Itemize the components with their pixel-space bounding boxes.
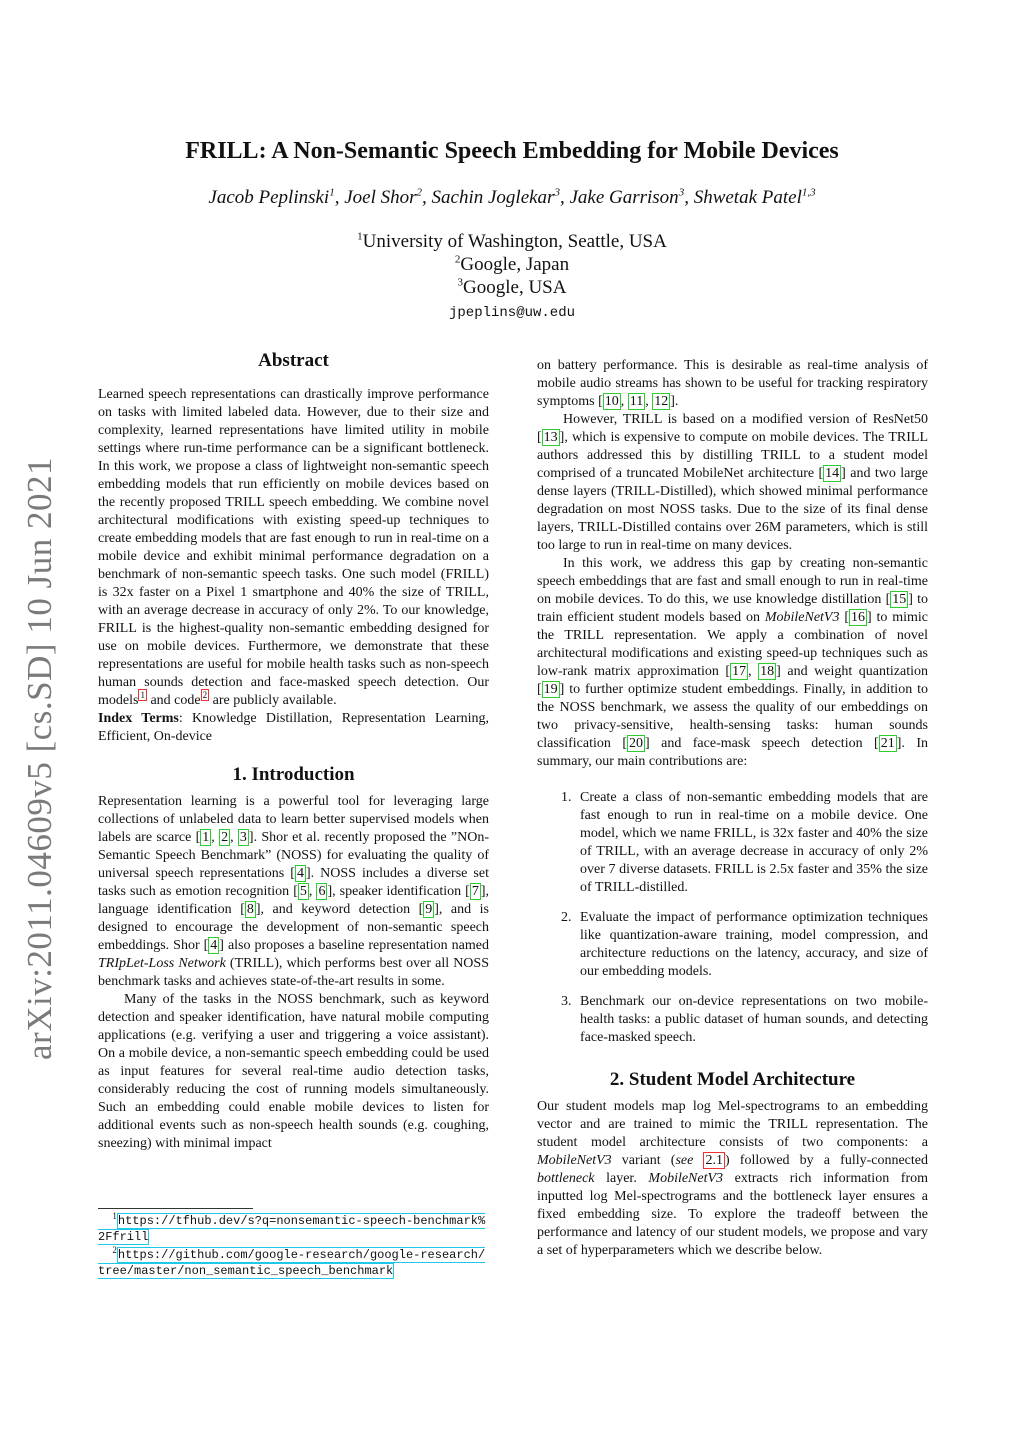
section-link[interactable]: 2.1	[705, 1153, 723, 1168]
affiliation: $^2$Google, Japan	[454, 253, 570, 275]
citation-link[interactable]: 15	[892, 592, 907, 607]
citation-link[interactable]: 4	[210, 938, 218, 953]
right-column	[537, 357, 928, 1260]
body-paragraph: However, TRILL is based on a modified version of ResNet50 [ 13 ], which is expensive to compute on mobile devices. The TRILL authors addressed this by distilling TRILL to a student model comprised of a truncated MobileNet architecture [ 14 ] and two large dense layers (TRILL-Distilled), which showed minimal performance degradation on most NOSS tasks. Due to the size of its final dense layers, TRILL-Distilled contains over 26M parameters, which is still too large to run in real-time on many devices.	[537, 412, 929, 553]
contributions-list	[537, 789, 928, 1047]
citation-link[interactable]: 11	[629, 394, 644, 409]
list-item: 3. Benchmark our on-device representations on two mobile-health tasks: a public dataset of human sounds, and detecting face-masked speech.	[561, 994, 928, 1045]
section-2-heading: 2. Student Model Architecture	[609, 1069, 856, 1090]
author-name: Shwetak Patel	[693, 187, 802, 208]
author-affiliation: 1,3	[801, 186, 816, 199]
author-affiliation: 3	[554, 186, 560, 199]
citation-link[interactable]: 6	[318, 884, 326, 899]
citation-link[interactable]: 7	[471, 884, 479, 899]
footnote: $^1$https://tfhub.dev/s?q=nonsemantic-speech-benchmark%2Ffrill	[98, 1211, 486, 1244]
body-paragraph: In this work, we address this gap by creating non-semantic speech embeddings that are fast and small enough to run in real-time on mobile devices. To do this, we use knowledge distillation [ 15 ] to train efficient student models based on MobileNetV3 [ 16 ] to mimic the TRILL representation. We apply a combination of novel architectural modifications and existing speed-up techniques such as low-rank matrix approximation [ 17 , 18 ] and weight quantization [ 19 ] to further optimize student embeddings. Finally, in addition to the NOSS benchmark, we assess the quality of our embeddings on two privacy-sensitive, health-sensing tasks: human sounds classification [ 20 ] and face-mask speech detection [ 21 ]. In summary, our main contributions are:	[537, 556, 929, 769]
author-affiliation: 2	[416, 186, 423, 199]
citation-link[interactable]: 14	[825, 466, 840, 481]
footnote-url-link[interactable]: https://tfhub.dev/s?q=nonsemantic-speech-benchmark%2Ffrill	[98, 1214, 486, 1244]
citation-link[interactable]: 19	[543, 682, 558, 697]
citation-link[interactable]: 17	[732, 664, 747, 679]
author-affiliation: 1	[329, 186, 335, 199]
author-affiliation: 3	[678, 186, 685, 199]
author-name: Sachin Joglekar	[431, 187, 555, 208]
intro-paragraph: Many of the tasks in the NOSS benchmark, such as keyword detection and speaker identification, have natural mobile computing applications (e.g. verifying a user and triggering a voice assistant). On a mobile device, a non-semantic speech embedding could be used as input features for several real-time audio detection tasks, considerably reducing the cost of running models simultaneously. Such an embedding could enable mobile devices to listen for additional events such as non-speech health sounds (e.g. coughing, sneezing) with minimal impact	[98, 992, 489, 1151]
affiliation: $^1$University of Washington, Seattle, USA	[357, 230, 667, 252]
citation-link[interactable]: 8	[246, 902, 254, 917]
body-paragraph: Our student models map log Mel-spectrograms to an embedding vector and are trained to mimic the TRILL representation. The student model architecture consists of two components: a MobileNetV3 variant (see 2.1 ) followed by a fully-connected bottleneck layer. MobileNetV3 extracts rich information from inputted log Mel-spectrograms and the bottleneck layer ensures a fixed embedding size. To explore the tradeoff between the performance and latency of our student models, we propose and vary a set of hyperparameters which we describe below.	[537, 1099, 929, 1258]
citation-link[interactable]: 18	[760, 664, 775, 679]
citation-link[interactable]: 3	[239, 830, 247, 845]
left-column	[98, 352, 489, 1153]
citation-link[interactable]: 12	[654, 394, 669, 409]
footnote-ref[interactable]: 1	[140, 690, 145, 701]
author-name: Joel Shor	[344, 187, 417, 208]
affiliation-list	[0, 230, 1024, 299]
footnote: $^2$https://github.com/google-research/google-research/tree/master/non_semantic_speech_benchmark	[98, 1245, 486, 1278]
citation-link[interactable]: 16	[851, 610, 865, 625]
body-paragraph: on battery performance. This is desirable as real-time analysis of mobile audio streams has shown to be useful for tracking respiratory symptoms [ 10 , 11 , 12 ].	[537, 358, 928, 409]
abstract-body: Learned speech representations can drastically improve performance on tasks with limited labeled data. However, due to their size and complexity, learned representations have limited utility in mobile settings where run-time performance can be a significant bottleneck. In this work, we propose a class of lightweight non-semantic speech embedding models that run efficiently on mobile devices based on the recently proposed TRILL speech embedding. We combine novel architectural modifications with existing speed-up techniques to create embedding models that are fast enough to run in real-time on a mobile device and exhibit minimal performance degradation on a benchmark of non-semantic speech tasks. One such model (FRILL) is 32x faster on a Pixel 1 smartphone and 40% the size of TRILL, with an average decrease in accuracy of only 2%. To our knowledge, FRILL is the highest-quality non-semantic embedding designed for use on mobile devices. Furthermore, we demonstrate that these representations are useful for mobile health tasks such as non-speech human sounds detection and face-masked speech detection. Our models $^1$ and code $^2$ are publicly available.	[98, 387, 489, 708]
author-name: Jacob Peplinski	[208, 187, 330, 208]
citation-link[interactable]: 1	[202, 830, 210, 845]
footnotes	[98, 1208, 490, 1281]
citation-link[interactable]: 10	[604, 394, 619, 409]
affiliation: $^3$Google, USA	[457, 276, 567, 298]
citation-link[interactable]: 21	[880, 736, 895, 751]
citation-link[interactable]: 9	[425, 902, 433, 917]
arxiv-identifier: arXiv:2011.04609v5 [cs.SD] 10 Jun 2021	[20, 457, 59, 1060]
footnote-url-link[interactable]: https://github.com/google-research/google-research/tree/master/non_semantic_speech_benchmark	[98, 1248, 486, 1278]
abstract-heading: Abstract	[258, 350, 329, 371]
paper-title: FRILL: A Non-Semantic Speech Embedding for Mobile Devices	[185, 138, 839, 164]
footnote-rule	[98, 1208, 253, 1209]
intro-paragraph: Representation learning is a powerful tool for leveraging large collections of unlabeled data to learn better supervised models when labels are scarce [ 1 , 2 , 3 ]. Shor et al. recently proposed the ”NOn-Semantic Speech Benchmark” (NOSS) for evaluating the quality of universal speech representations [ 4 ]. NOSS includes a diverse set tasks such as emotion recognition [ 5 , 6 ], speaker identification [ 7 ], language identification [ 8 ], and keyword detection [ 9 ], and is designed to encourage the development of non-semantic speech embeddings. Shor [ 4 ] also proposes a baseline representation named TRIpLet-Loss Network (TRILL), which performs best over all NOSS benchmark tasks and achieves state-of-the-art results in some.	[98, 794, 489, 989]
citation-link[interactable]: 4	[296, 866, 304, 881]
list-item: 1. Create a class of non-semantic embedding models that are fast enough to run in real-time on a mobile device. One model, which we name FRILL, is 32x faster and 40% the size of TRILL, with an average decrease in accuracy of only 2% over 7 diverse datasets. FRILL is 2.5x faster and 35% the size of TRILL-distilled.	[561, 790, 928, 895]
footnote-ref[interactable]: 2	[202, 690, 208, 701]
introduction-heading: 1. Introduction	[232, 764, 355, 785]
index-terms: Index Terms: Knowledge Distillation, Representation Learning, Efficient, On-device	[98, 711, 489, 744]
citation-link[interactable]: 2	[221, 830, 229, 845]
citation-link[interactable]: 13	[543, 430, 558, 445]
author-email[interactable]: jpeplins@uw.edu	[448, 305, 576, 321]
list-item: 2. Evaluate the impact of performance optimization techniques like quantization-aware training, model compression, and architecture reductions on the latency, accuracy, and size of our embedding models.	[561, 910, 928, 979]
citation-link[interactable]: 5	[299, 884, 307, 899]
author-list: Jacob Peplinski$^1$, Joel Shor$^2$, Sachin Joglekar$^3$, Jake Garrison$^3$, Shwetak Patel$^{1,3}$	[208, 186, 816, 208]
author-name: Jake Garrison	[569, 187, 679, 208]
citation-link[interactable]: 20	[628, 736, 643, 751]
